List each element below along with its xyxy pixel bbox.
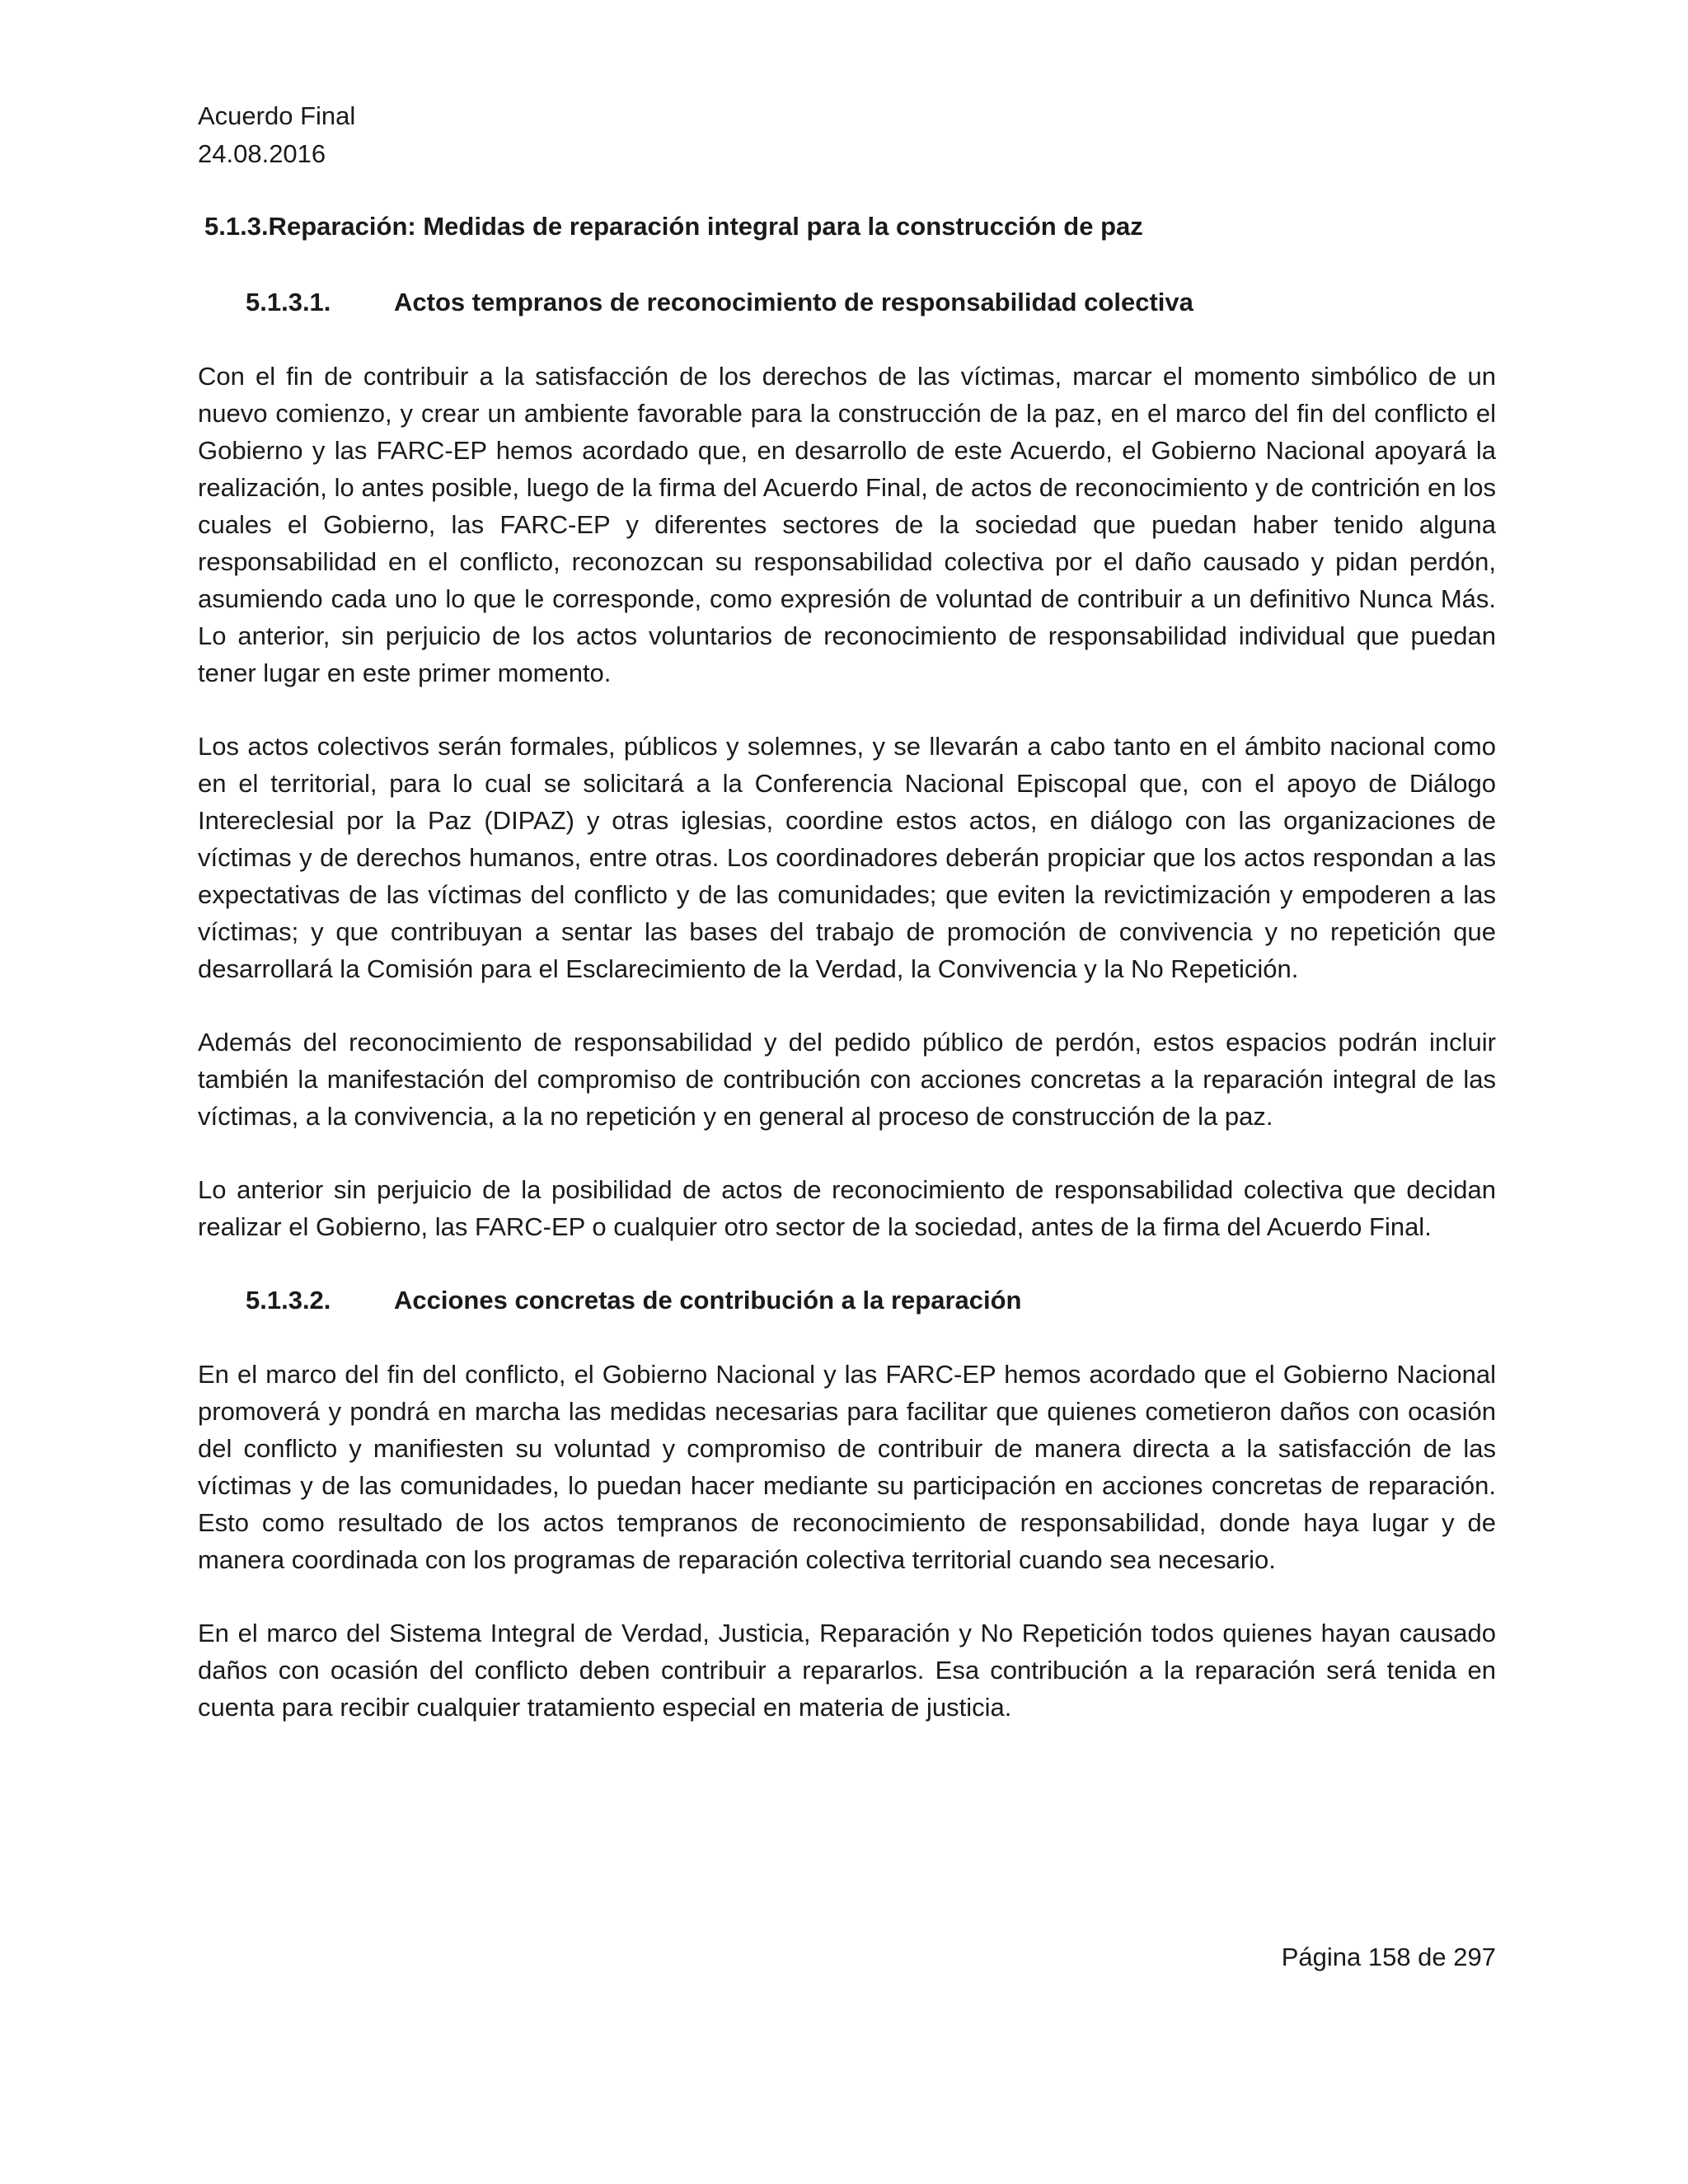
document-title: Acuerdo Final [198,101,356,130]
paragraph: Lo anterior sin perjuicio de la posibilidad de actos de reconocimiento de responsabilidad colectiva que decidan realizar el Gobierno, las FARC-EP o cualquier otro sector de la sociedad, antes de la firma del Acuerdo Final. [198,1175,1496,1241]
document-page [198,97,1496,1726]
paragraph: En el marco del Sistema Integral de Verdad, Justicia, Reparación y No Repetición todos quienes hayan causado daños con ocasión del conflicto deben contribuir a repararlos. Esa contribución a la reparación será tenida en cuenta para recibir cualquier tratamiento especial en materia de justicia. [198,1619,1496,1722]
subsection-number: 5.1.3.2. [246,1286,331,1315]
subsection-title: Actos tempranos de reconocimiento de responsabilidad colectiva [394,288,1193,316]
section-heading: 5.1.3.Reparación: Medidas de reparación integral para la construcción de paz [204,212,1143,241]
paragraph: Además del reconocimiento de responsabilidad y del pedido público de perdón, estos espacios podrán incluir también la manifestación del compromiso de contribución con acciones concretas a la reparación integral de las víctimas, a la convivencia, a la no repetición y en general al proceso de construcción de la paz. [198,1028,1496,1131]
subsection-title: Acciones concretas de contribución a la reparación [394,1286,1022,1315]
subsection-heading-1 [246,284,1496,321]
paragraph: En el marco del fin del conflicto, el Gobierno Nacional y las FARC-EP hemos acordado que el Gobierno Nacional promoverá y pondrá en marcha las medidas necesarias para facilitar que quienes cometieron daños con ocasión del conflicto y manifiesten su voluntad y compromiso de contribuir de manera directa a la satisfacción de las víctimas y de las comunidades, lo puedan hacer mediante su participación en acciones concretas de reparación. Esto como resultado de los actos tempranos de reconocimiento de responsabilidad, donde haya lugar y de manera coordinada con los programas de reparación colectiva territorial cuando sea necesario. [198,1360,1496,1574]
page-number: Página 158 de 297 [1281,1943,1496,1971]
subsection-number: 5.1.3.1. [246,288,331,316]
paragraph: Los actos colectivos serán formales, públicos y solemnes, y se llevarán a cabo tanto en el ámbito nacional como en el territorial, para lo cual se solicitará a la Conferencia Nacional Episcopal que, con el apoyo de Diálogo Intereclesial por la Paz (DIPAZ) y otras iglesias, coordine estos actos, en diálogo con las organizaciones de víctimas y de derechos humanos, entre otras. Los coordinadores deberán propiciar que los actos respondan a las expectativas de las víctimas del conflicto y de las comunidades; que eviten la revictimización y empoderen a las víctimas; y que contribuyan a sentar las bases del trabajo de promoción de convivencia y no repetición que desarrollará la Comisión para el Esclarecimiento de la Verdad, la Convivencia y la No Repetición. [198,732,1496,983]
paragraph: Con el fin de contribuir a la satisfacción de los derechos de las víctimas, marcar el momento simbólico de un nuevo comienzo, y crear un ambiente favorable para la construcción de la paz, en el marco del fin del conflicto el Gobierno y las FARC-EP hemos acordado que, en desarrollo de este Acuerdo, el Gobierno Nacional apoyará la realización, lo antes posible, luego de la firma del Acuerdo Final, de actos de reconocimiento y de contrición en los cuales el Gobierno, las FARC-EP y diferentes sectores de la sociedad que puedan haber tenido alguna responsabilidad en el conflicto, reconozcan su responsabilidad colectiva por el daño causado y pidan perdón, asumiendo cada uno lo que le corresponde, como expresión de voluntad de contribuir a un definitivo Nunca Más. Lo anterior, sin perjuicio de los actos voluntarios de reconocimiento de responsabilidad individual que puedan tener lugar en este primer momento. [198,362,1496,687]
subsection-heading-2 [246,1282,1496,1319]
document-date: 24.08.2016 [198,139,326,168]
